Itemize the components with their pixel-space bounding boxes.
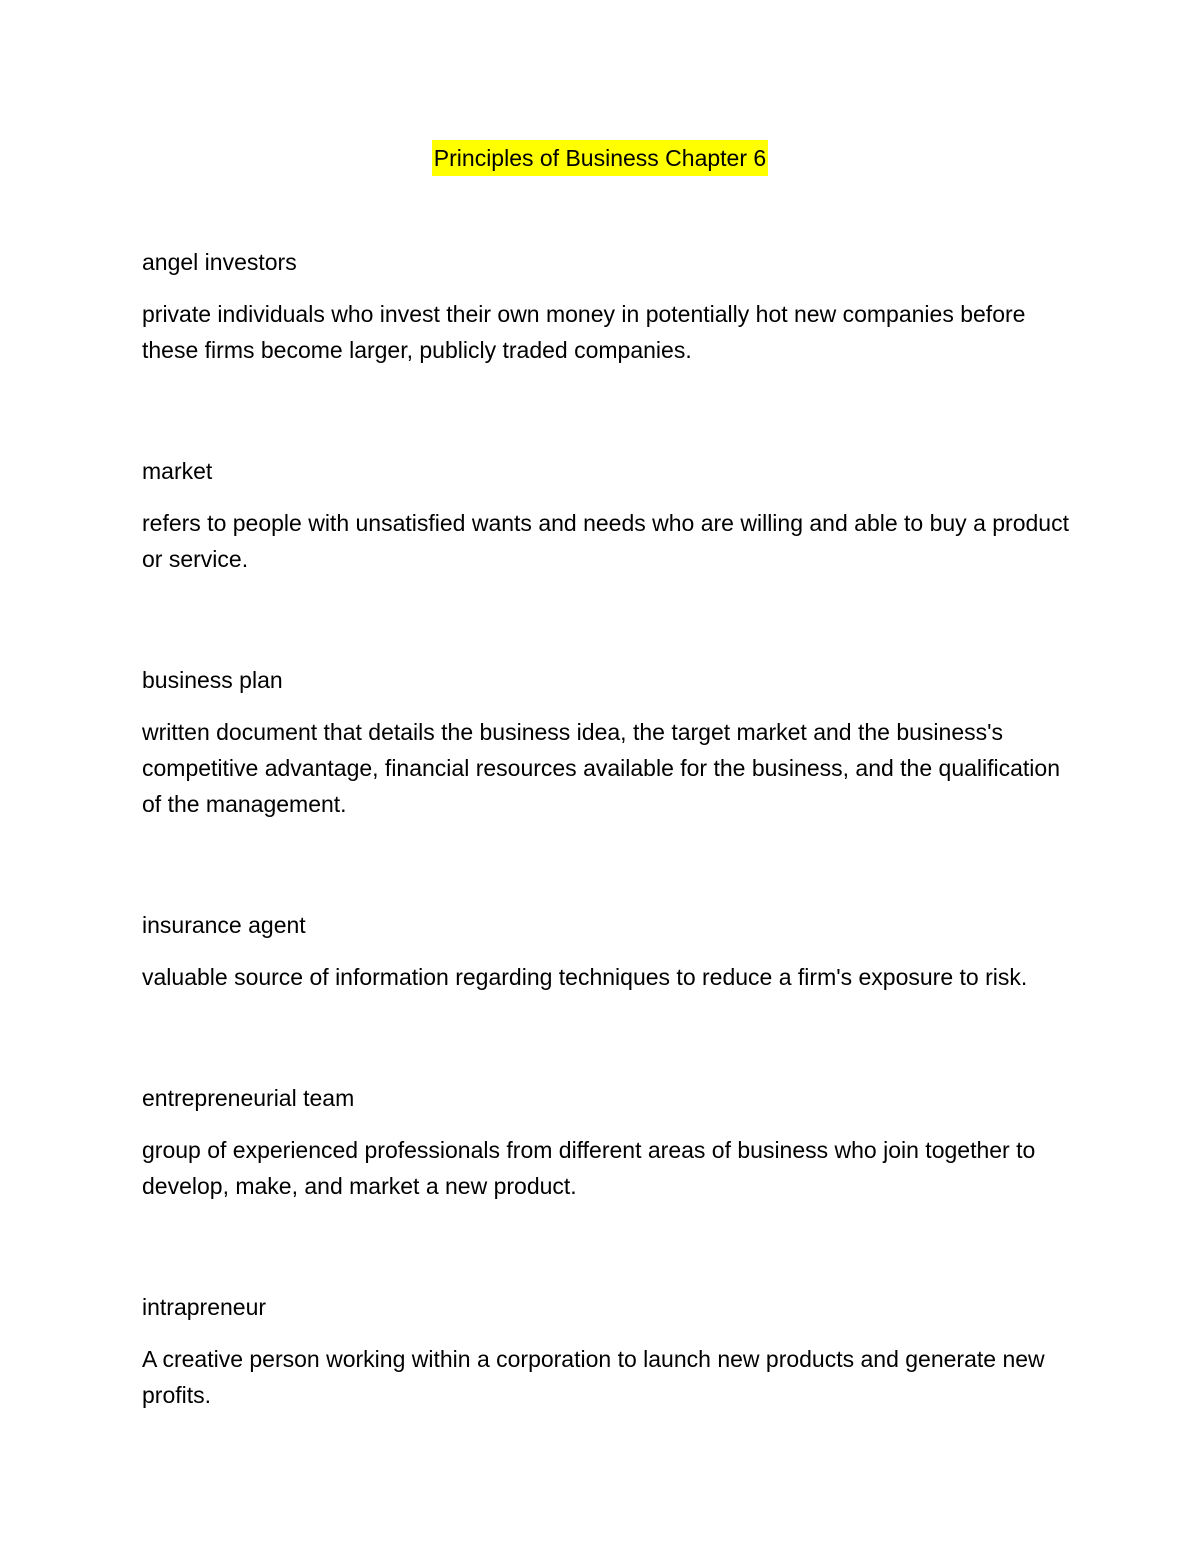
glossary-term: intrapreneur — [142, 1294, 267, 1320]
glossary-entry — [142, 1080, 1072, 1204]
glossary-term: entrepreneurial team — [142, 1085, 355, 1111]
glossary-entry — [142, 1289, 1072, 1413]
page-title: Principles of Business Chapter 6 — [432, 140, 768, 176]
glossary-definition: group of experienced professionals from different areas of business who join together to develop, make, and market a new product. — [142, 1137, 1036, 1199]
glossary-entry — [142, 662, 1072, 822]
glossary-list — [142, 244, 1072, 1413]
glossary-definition: private individuals who invest their own money in potentially hot new companies before these firms become larger, publicly traded companies. — [142, 301, 1026, 363]
glossary-definition: refers to people with unsatisfied wants and needs who are willing and able to buy a product or service. — [142, 510, 1069, 572]
glossary-definition: written document that details the business idea, the target market and the business's competitive advantage, financial resources available for the business, and the qualification of the management. — [142, 719, 1061, 817]
glossary-definition: valuable source of information regarding techniques to reduce a firm's exposure to risk. — [142, 964, 1028, 990]
glossary-term: insurance agent — [142, 912, 306, 938]
glossary-entry — [142, 453, 1072, 577]
glossary-term: market — [142, 458, 213, 484]
glossary-term: angel investors — [142, 249, 297, 275]
glossary-term: business plan — [142, 667, 283, 693]
glossary-entry — [142, 907, 1072, 995]
title-container — [0, 140, 1200, 176]
glossary-entry — [142, 244, 1072, 368]
glossary-definition: A creative person working within a corporation to launch new products and generate new profits. — [142, 1346, 1045, 1408]
